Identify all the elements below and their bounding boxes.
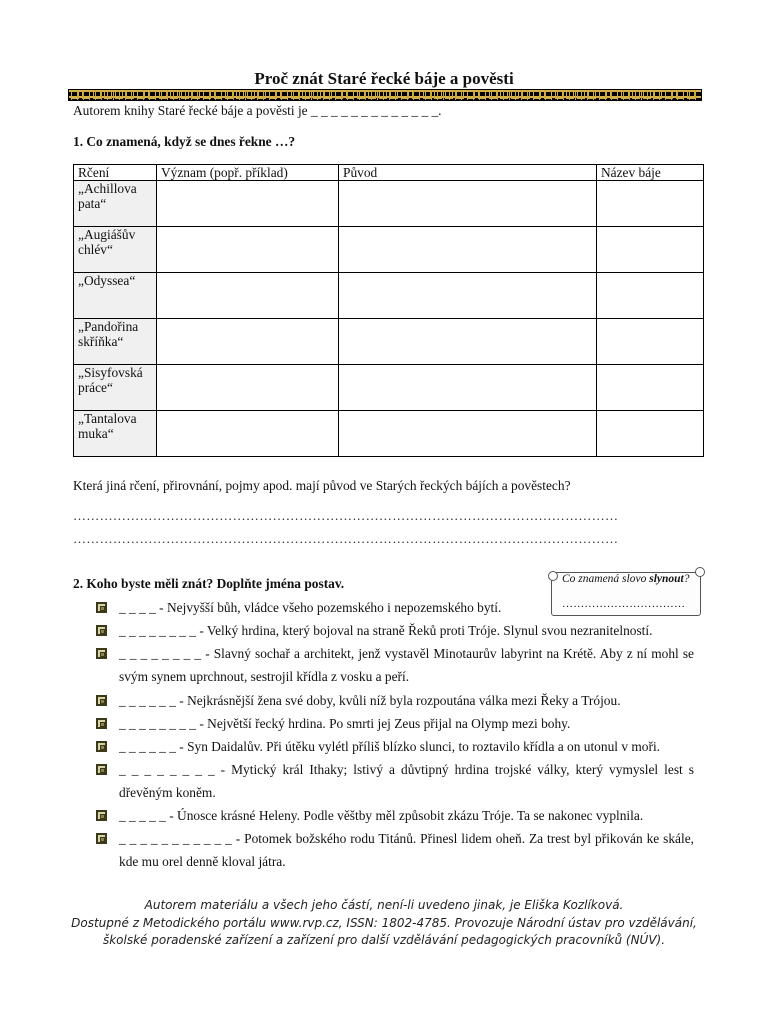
meaning-cell[interactable] bbox=[157, 227, 339, 273]
greek-key-pattern-icon bbox=[71, 91, 79, 99]
table-row bbox=[74, 227, 704, 273]
myth-name-cell[interactable] bbox=[597, 319, 704, 365]
meaning-cell[interactable] bbox=[157, 181, 339, 227]
greek-key-pattern-icon bbox=[170, 91, 178, 99]
answer-line[interactable]: …………………………………………………………………………………………………………… bbox=[73, 508, 619, 523]
table-row bbox=[74, 319, 704, 365]
note-question bbox=[562, 573, 689, 585]
greek-key-bullet-icon bbox=[96, 602, 107, 613]
character-item: _ _ _ _ _ _ _ _ _ _ _ - Potomek božského rodu Titánů. Přinesl lidem oheň. Za trest byl přikován ke skále, kde mu orel denně kloval játra. bbox=[119, 831, 694, 869]
greek-key-pattern-icon bbox=[93, 91, 101, 99]
character-item: _ _ _ _ _ _ _ _ - Největší řecký hrdina. Po smrti jej Zeus přijal na Olymp mezi bohy. bbox=[119, 716, 571, 731]
greek-key-pattern-icon bbox=[302, 91, 310, 99]
greek-key-pattern-icon bbox=[676, 91, 684, 99]
greek-key-pattern-icon bbox=[214, 91, 222, 99]
origin-cell[interactable] bbox=[339, 227, 597, 273]
note-keyword: slynout bbox=[649, 573, 684, 585]
greek-key-pattern-icon bbox=[467, 91, 475, 99]
footer-author: Autorem materiálu a všech jeho částí, není-li uvedeno jinak, je Eliška Kozlíková. bbox=[144, 898, 624, 912]
greek-key-pattern-icon bbox=[533, 91, 541, 99]
origin-cell[interactable] bbox=[339, 319, 597, 365]
sayings-table bbox=[73, 164, 704, 457]
character-item: _ _ _ _ _ - Únosce krásné Heleny. Podle věštby měl způsobit zkázu Tróje. Ta se nakonec vyplnila. bbox=[119, 808, 644, 823]
character-item: _ _ _ _ _ _ _ _ - Slavný sochař a architekt, jenž vystavěl Minotaurův labyrint na Krétě. Aby z ní mohl se svým synem uprchnout, sestrojil křídla z vosku a peří. bbox=[119, 646, 694, 684]
character-item: _ _ _ _ - Nejvyšší bůh, vládce všeho pozemského i nepozemského bytí. bbox=[119, 600, 502, 615]
greek-key-pattern-icon bbox=[621, 91, 629, 99]
scroll-curl bbox=[695, 567, 705, 577]
greek-key-pattern-icon bbox=[401, 91, 409, 99]
greek-key-pattern-icon bbox=[445, 91, 453, 99]
footer-source: Dostupné z Metodického portálu www.rvp.cz, ISSN: 1802-4785. Provozuje Národní ústav pro vzdělávání, bbox=[71, 916, 697, 930]
greek-key-pattern-icon bbox=[104, 91, 112, 99]
greek-key-bullet-icon bbox=[96, 741, 107, 752]
greek-key-pattern-icon bbox=[324, 91, 332, 99]
scroll-curl bbox=[548, 571, 558, 581]
character-item: _ _ _ _ _ _ - Syn Daidalův. Při útěku vylétl příliš blízko slunci, to roztavilo křídla a on utonul v moři. bbox=[119, 739, 661, 754]
column-header: Název báje bbox=[597, 165, 704, 181]
note-question-prefix: Co znamená slovo bbox=[562, 573, 650, 585]
greek-key-bullet-icon bbox=[96, 810, 107, 821]
greek-key-pattern-icon bbox=[269, 91, 277, 99]
greek-key-pattern-icon bbox=[357, 91, 365, 99]
table-row bbox=[74, 273, 704, 319]
greek-key-pattern-icon bbox=[247, 91, 255, 99]
page-title: Proč znát Staré řecké báje a pověsti bbox=[254, 69, 514, 88]
greek-key-pattern-icon bbox=[280, 91, 288, 99]
myth-name-cell[interactable] bbox=[597, 411, 704, 457]
greek-key-bullet-icon bbox=[96, 833, 107, 844]
greek-key-pattern-icon bbox=[313, 91, 321, 99]
greek-key-border bbox=[68, 89, 702, 101]
greek-key-pattern-icon bbox=[434, 91, 442, 99]
greek-key-pattern-icon bbox=[555, 91, 563, 99]
greek-key-pattern-icon bbox=[335, 91, 343, 99]
greek-key-pattern-icon bbox=[181, 91, 189, 99]
table-row bbox=[74, 411, 704, 457]
greek-key-pattern-icon bbox=[137, 91, 145, 99]
footer-publisher: školské poradenské zařízení a zařízení pro další vzdělávání pedagogických pracovníků (NÚV). bbox=[102, 933, 666, 947]
greek-key-pattern-icon bbox=[346, 91, 354, 99]
meaning-cell[interactable] bbox=[157, 411, 339, 457]
greek-key-pattern-icon bbox=[522, 91, 530, 99]
greek-key-bullet-icon bbox=[96, 648, 107, 659]
greek-key-pattern-icon bbox=[599, 91, 607, 99]
greek-key-pattern-icon bbox=[368, 91, 376, 99]
meaning-cell[interactable] bbox=[157, 319, 339, 365]
greek-key-pattern-icon bbox=[456, 91, 464, 99]
myth-name-cell[interactable] bbox=[597, 181, 704, 227]
section2-heading: 2. Koho byste měli znát? Doplňte jména postav. bbox=[73, 576, 345, 591]
column-header: Původ bbox=[339, 165, 597, 181]
greek-key-pattern-icon bbox=[566, 91, 574, 99]
greek-key-pattern-icon bbox=[643, 91, 651, 99]
table-row bbox=[74, 181, 704, 227]
answer-line[interactable]: …………………………………………………………………………………………………………… bbox=[73, 531, 619, 546]
greek-key-bullet-icon bbox=[96, 625, 107, 636]
character-item: _ _ _ _ _ _ - Nejkrásnější žena své doby, kvůli níž byla rozpoutána válka mezi Řeky a Trójou. bbox=[119, 693, 621, 708]
myth-name-cell[interactable] bbox=[597, 227, 704, 273]
greek-key-pattern-icon bbox=[500, 91, 508, 99]
greek-key-pattern-icon bbox=[225, 91, 233, 99]
section1-heading: 1. Co znamená, když se dnes řekne …? bbox=[73, 134, 296, 149]
saying-cell: „Augiášův chlév“ bbox=[74, 227, 157, 273]
greek-key-pattern-icon bbox=[489, 91, 497, 99]
greek-key-pattern-icon bbox=[126, 91, 134, 99]
saying-cell: „Tantalova muka“ bbox=[74, 411, 157, 457]
greek-key-bullet-icon bbox=[96, 718, 107, 729]
meaning-cell[interactable] bbox=[157, 273, 339, 319]
greek-key-pattern-icon bbox=[687, 91, 695, 99]
character-item: _ _ _ _ _ _ _ _ - Mytický král Ithaky; lstivý a důvtipný hrdina trojské války, který vymyslel lest s dřevěným koněm. bbox=[119, 762, 694, 800]
origin-cell[interactable] bbox=[339, 365, 597, 411]
note-question-suffix: ? bbox=[683, 573, 690, 585]
greek-key-pattern-icon bbox=[478, 91, 486, 99]
greek-key-pattern-icon bbox=[511, 91, 519, 99]
greek-key-pattern-icon bbox=[291, 91, 299, 99]
column-header: Význam (popř. příklad) bbox=[157, 165, 339, 181]
greek-key-pattern-icon bbox=[82, 91, 90, 99]
greek-key-pattern-icon bbox=[159, 91, 167, 99]
greek-key-pattern-icon bbox=[379, 91, 387, 99]
greek-key-pattern-icon bbox=[544, 91, 552, 99]
character-item: _ _ _ _ _ _ _ _ - Velký hrdina, který bojoval na straně Řeků proti Tróje. Slynul svou nezranitelností. bbox=[119, 623, 653, 638]
other-sayings-question: Která jiná rčení, přirovnání, pojmy apod. mají původ ve Starých řeckých bájích a pověstech? bbox=[73, 478, 571, 493]
greek-key-bullet-icon bbox=[96, 764, 107, 775]
column-header: Rčení bbox=[74, 165, 157, 181]
origin-cell[interactable] bbox=[339, 411, 597, 457]
greek-key-pattern-icon bbox=[577, 91, 585, 99]
greek-key-pattern-icon bbox=[632, 91, 640, 99]
greek-key-pattern-icon bbox=[192, 91, 200, 99]
origin-cell[interactable] bbox=[339, 181, 597, 227]
author-question: Autorem knihy Staré řecké báje a pověsti je _ _ _ _ _ _ _ _ _ _ _ _ _. bbox=[73, 103, 442, 118]
meaning-cell[interactable] bbox=[157, 365, 339, 411]
myth-name-cell[interactable] bbox=[597, 365, 704, 411]
greek-key-pattern-icon bbox=[412, 91, 420, 99]
greek-key-pattern-icon bbox=[258, 91, 266, 99]
greek-key-pattern-icon bbox=[610, 91, 618, 99]
note-answer-line[interactable]: …………………………… bbox=[562, 598, 686, 610]
greek-key-pattern-icon bbox=[423, 91, 431, 99]
greek-key-pattern-icon bbox=[115, 91, 123, 99]
greek-key-pattern-icon bbox=[665, 91, 673, 99]
table-row bbox=[74, 365, 704, 411]
saying-cell: „Sisyfovská práce“ bbox=[74, 365, 157, 411]
greek-key-pattern-icon bbox=[390, 91, 398, 99]
table-header-row bbox=[74, 165, 704, 181]
greek-key-bullet-icon bbox=[96, 695, 107, 706]
saying-cell: „Odyssea“ bbox=[74, 273, 157, 319]
saying-cell: „Achillova pata“ bbox=[74, 181, 157, 227]
greek-key-pattern-icon bbox=[148, 91, 156, 99]
saying-cell: „Pandořina skříňka“ bbox=[74, 319, 157, 365]
origin-cell[interactable] bbox=[339, 273, 597, 319]
greek-key-pattern-icon bbox=[654, 91, 662, 99]
greek-key-pattern-icon bbox=[203, 91, 211, 99]
greek-key-pattern-icon bbox=[588, 91, 596, 99]
greek-key-pattern-icon bbox=[236, 91, 244, 99]
myth-name-cell[interactable] bbox=[597, 273, 704, 319]
